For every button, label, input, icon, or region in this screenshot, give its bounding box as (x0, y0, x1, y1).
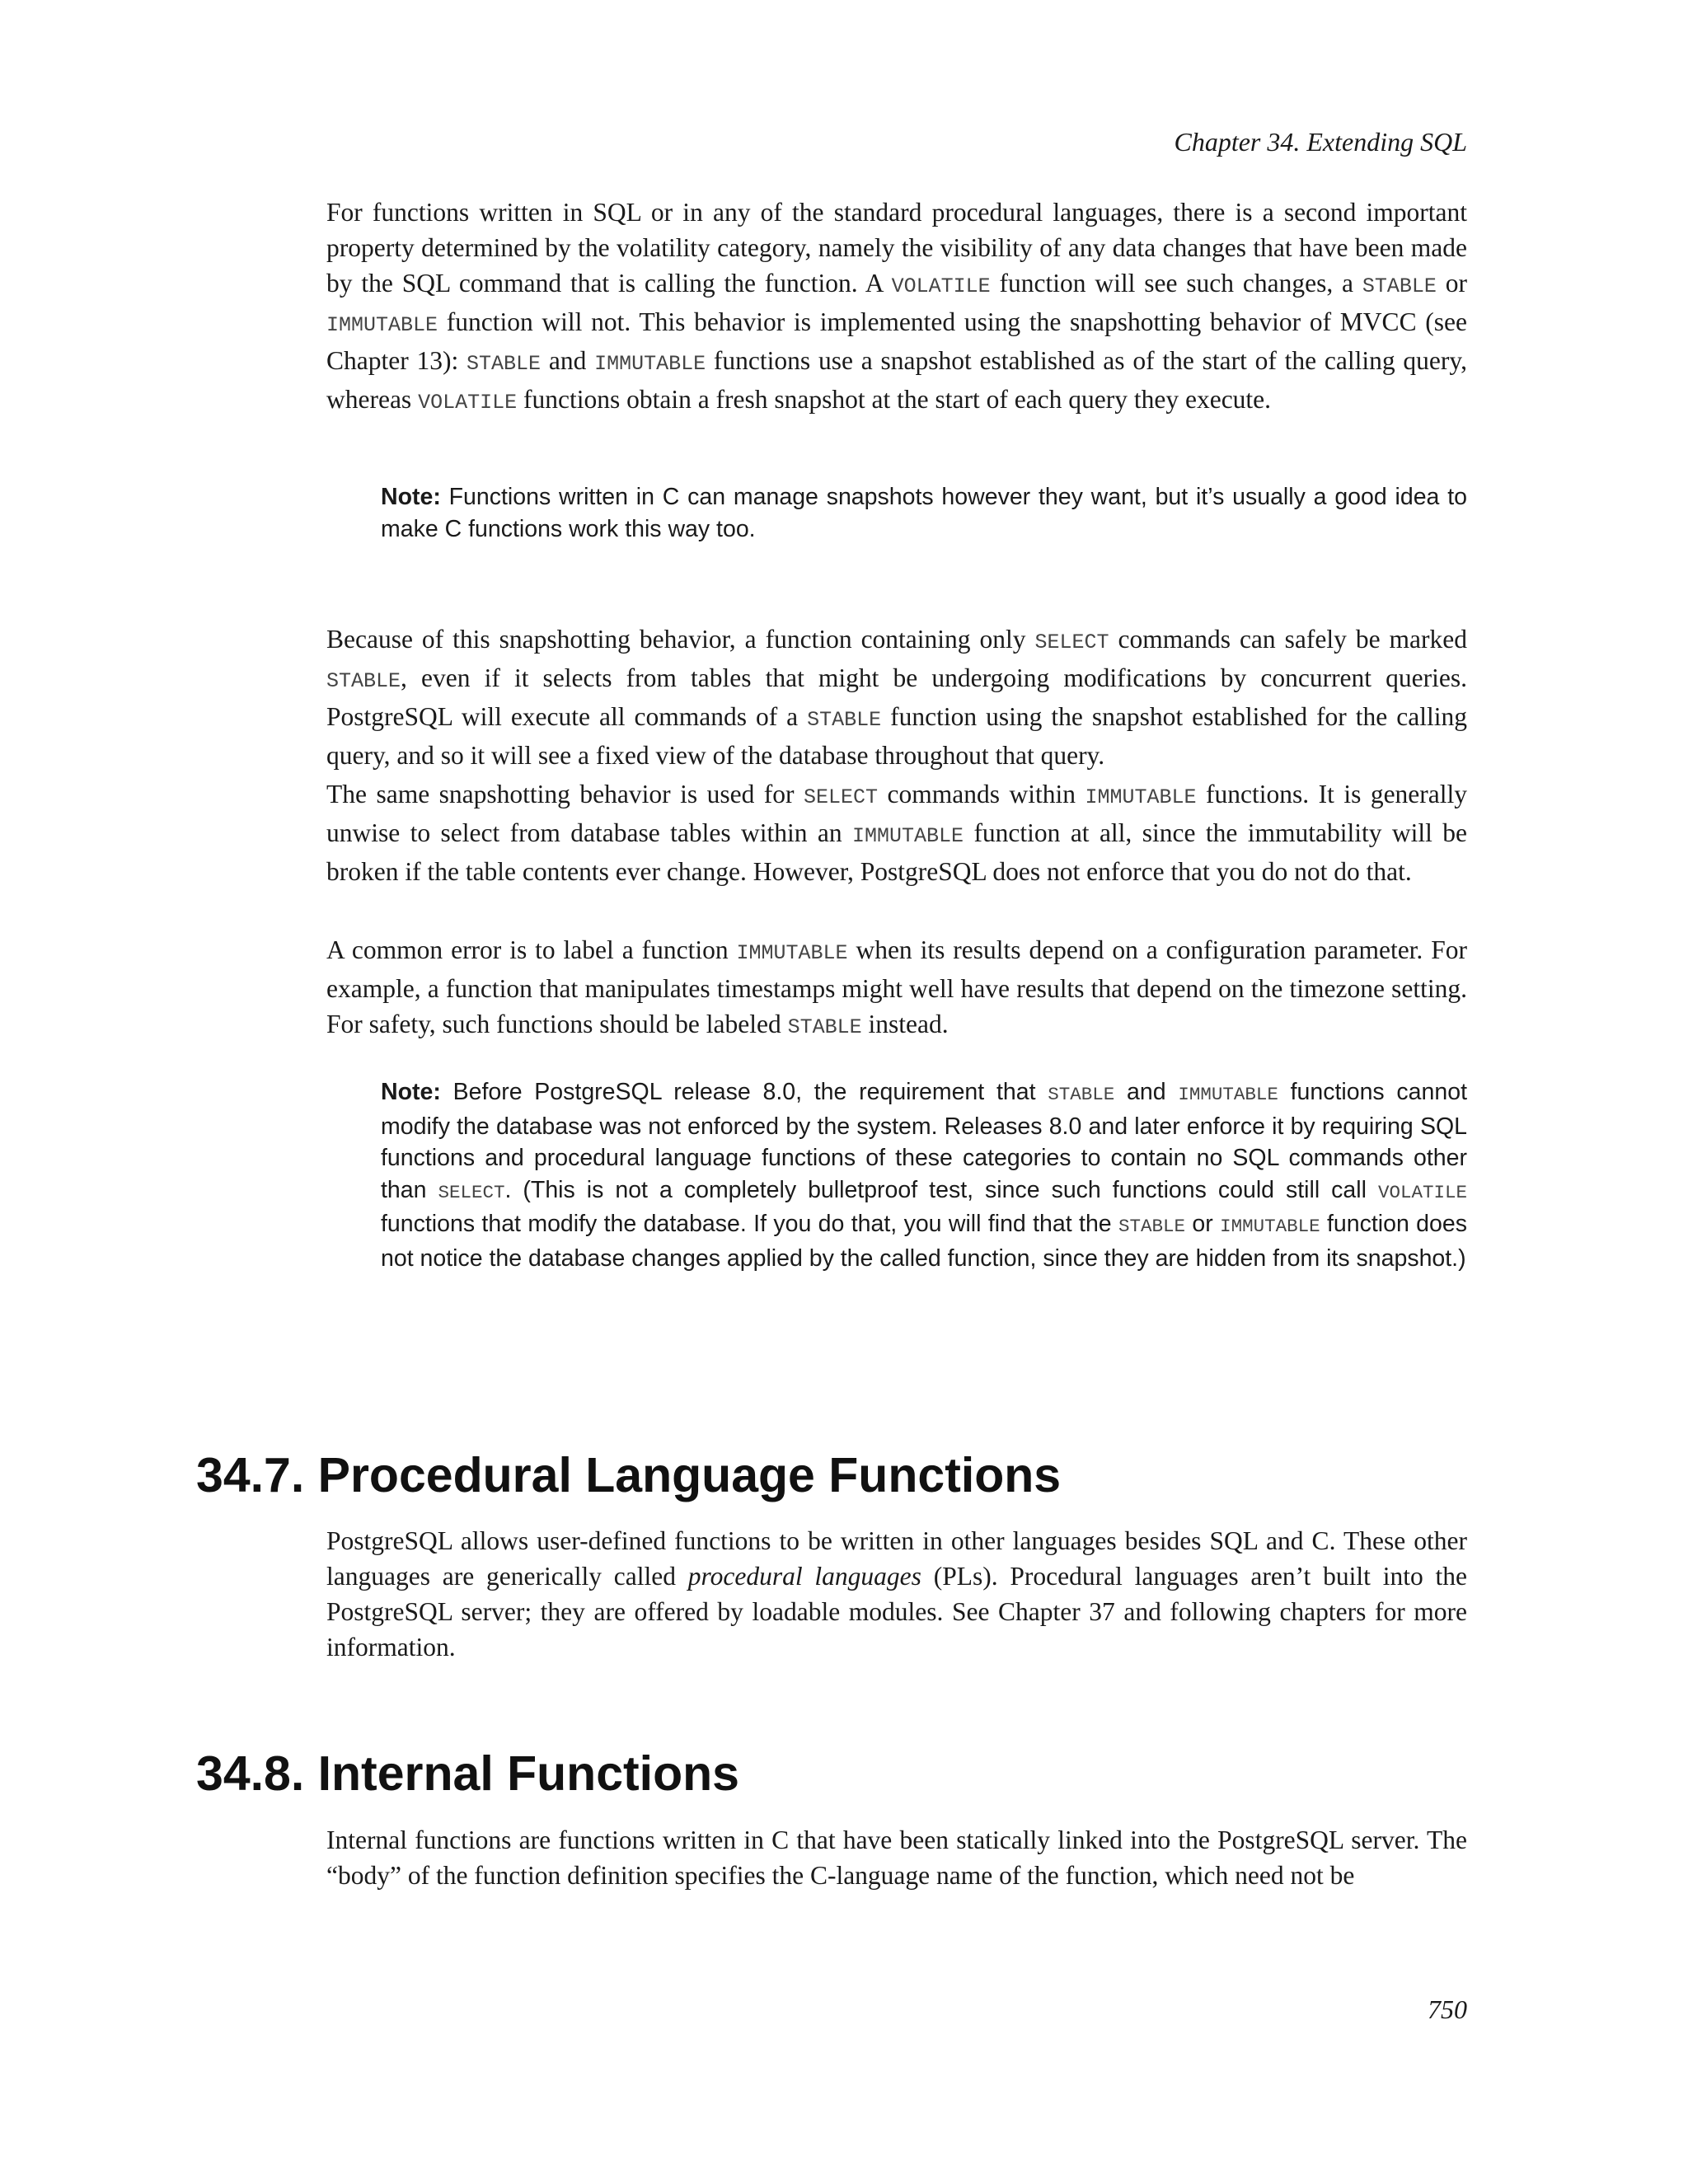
code-volatile: VOLATILE (891, 274, 991, 298)
code-immutable: IMMUTABLE (326, 313, 438, 337)
paragraph: A common error is to label a function IMMUTABLE when its results depend on a configuration parameter. For example, a function that manipulates timestamps might well have results that depend on the timezone setting. For safety, such functions should be labeled STABLE instead. (326, 935, 1467, 1039)
page-number: 750 (1428, 1994, 1467, 2024)
code-immutable: IMMUTABLE (594, 352, 706, 376)
code-stable: STABLE (1048, 1084, 1115, 1105)
immutable-select-paragraph (326, 776, 1467, 889)
code-stable: STABLE (1362, 274, 1437, 298)
note-c-snapshots (381, 481, 1467, 545)
code-select: SELECT (804, 785, 879, 809)
common-error-paragraph (326, 932, 1467, 1045)
code-select: SELECT (1034, 630, 1109, 654)
paragraph: The same snapshotting behavior is used for SELECT commands within IMMUTABLE functions. It is generally unwise to select from database tables within an IMMUTABLE function at all, since the immutability will be broken if the table contents ever change. However, PostgreSQL does not enforce that you do not do that. (326, 780, 1467, 886)
note: Note: Before PostgreSQL release 8.0, the requirement that STABLE and IMMUTABLE functions cannot modify the database was not enforced by the system. Releases 8.0 and later enforce it by requiring SQL functions and procedural language functions of these categories to contain no SQL commands other than SELECT. (This is not a completely bulletproof test, since such functions could still call VOLATILE functions that modify the database. If you do that, you will find that the STABLE or IMMUTABLE function does not notice the database changes applied by the called function, since they are hidden from its snapshot.) (381, 1079, 1468, 1272)
note-release-8-0 (381, 1076, 1467, 1274)
code-volatile: VOLATILE (418, 391, 518, 415)
code-volatile: VOLATILE (1377, 1181, 1467, 1203)
section-heading-internal-functions: 34.8. Internal Functions (196, 1746, 739, 1801)
code-immutable: IMMUTABLE (1085, 785, 1197, 809)
code-stable: STABLE (807, 708, 882, 732)
section-heading-procedural-language-functions: 34.7. Procedural Language Functions (196, 1448, 1062, 1502)
code-stable: STABLE (787, 1015, 862, 1039)
paragraph: Internal functions are functions written in C that have been statically linked into the PostgreSQL server. The “body” of the function definition specifies the C-language name of the function, which need not be (326, 1825, 1467, 1890)
note: Note: Functions written in C can manage snapshots however they want, but it’s usually a good idea to make C functions work this way too. (381, 484, 1467, 542)
running-head: Chapter 34. Extending SQL (1174, 127, 1467, 157)
paragraph: For functions written in SQL or in any of the standard procedural languages, there is a second important property determined by the volatility category, namely the visibility of any data changes that have been made by the SQL command that is calling the function. A VOLATILE function will see such changes, a STABLE or IMMUTABLE function will not. This behavior is implemented using the snapshotting behavior of MVCC (see Chapter 13): STABLE and IMMUTABLE functions use a snapshot established as of the start of the calling query, whereas VOLATILE functions obtain a fresh snapshot at the start of each query they execute. (326, 198, 1467, 415)
paragraph: Because of this snapshotting behavior, a function containing only SELECT commands can safely be marked STABLE, even if it selects from tables that might be undergoing modifications by concurrent queries. PostgreSQL will execute all commands of a STABLE function using the snapshot established for the calling query, and so it will see a fixed view of the database throughout that query. (326, 625, 1467, 770)
code-stable: STABLE (467, 352, 542, 376)
note-label: Note: (381, 484, 441, 510)
code-stable: STABLE (326, 669, 401, 693)
code-stable: STABLE (1118, 1216, 1186, 1237)
note-label: Note: (381, 1079, 441, 1105)
paragraph: PostgreSQL allows user-defined functions to be written in other languages besides SQL and C. These other languages are generically called procedural languages (PLs). Procedural languages aren’t built into the PostgreSQL server; they are offered by loadable modules. See Chapter 37 and following chapters for more information. (326, 1526, 1467, 1661)
procedural-languages-paragraph (326, 1523, 1467, 1665)
code-select: SELECT (438, 1181, 505, 1203)
code-immutable: IMMUTABLE (1220, 1216, 1320, 1237)
code-immutable: IMMUTABLE (852, 824, 964, 848)
volatility-visibility-paragraph (326, 194, 1467, 420)
emphasis-term: procedural languages (687, 1562, 921, 1591)
internal-functions-paragraph (326, 1822, 1467, 1893)
stable-select-paragraph (326, 621, 1467, 773)
code-immutable: IMMUTABLE (1178, 1084, 1278, 1105)
code-immutable: IMMUTABLE (736, 941, 848, 965)
